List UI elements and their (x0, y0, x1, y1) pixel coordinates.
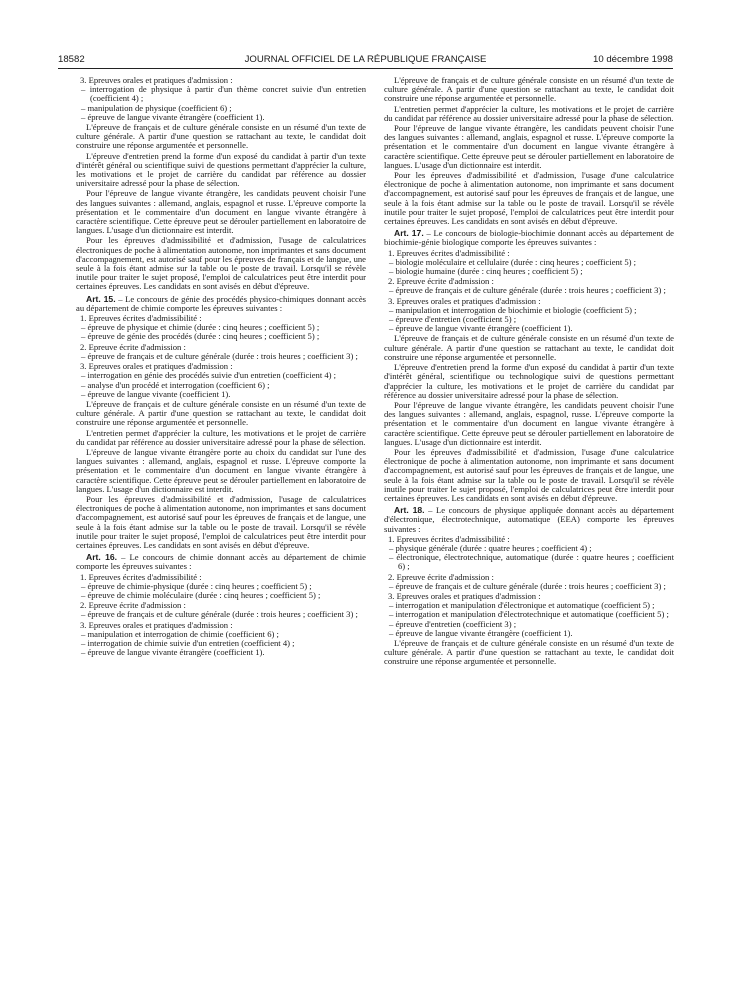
section-heading: 3. Epreuves orales et pratiques d'admission : (388, 295, 541, 306)
paragraph: L'épreuve de français et de culture générale consiste en un résumé d'un texte de culture générale. A partir d'une question se rattachant au texte, le candidat doit construire une réponse argumentée et personnelle. (76, 398, 366, 428)
article-label: Art. 15. (86, 293, 116, 304)
list-item: – épreuve de français et de culture générale (durée : trois heures ; coefficient 3) ; (389, 580, 666, 591)
section-heading: 3. Epreuves orales et pratiques d'admission : (80, 75, 233, 85)
oral-practical-section (76, 621, 366, 658)
oral-practical-section (384, 297, 674, 334)
article-15 (76, 295, 366, 313)
paragraph: L'épreuve de français et de culture générale consiste en un résumé d'un texte de culture générale. A partir d'une question se rattachant au texte, le candidat doit construire une réponse argumentée et personnelle. (384, 333, 674, 362)
article-17 (384, 229, 674, 247)
paragraph: Pour l'épreuve de langue vivante étrangère, les candidats peuvent choisir l'une des langues suivantes : allemand, anglais, espagnol et russe. L'épreuve comporte la présentation et le commentaire d'un document en langue vivante étrangère à caractère scientifique. Cette épreuve peut se dérouler partiellement en laboratoire de langues. L'usage d'un dictionnaire est interdit. (384, 123, 674, 170)
article-text: – Le concours de physique appliquée donnant accès au département d'électronique, électrotechnique, automatique (EEA) comporte les épreuves suivantes : (384, 505, 674, 534)
list-item: – épreuve de français et de culture générale (durée : trois heures ; coefficient 3) ; (81, 350, 358, 361)
section-heading: 3. Epreuves orales et pratiques d'admission : (80, 361, 233, 372)
paragraph: Pour l'épreuve de langue vivante étrangère, les candidats peuvent choisir l'une des langues suivantes : allemand, anglais, espagnol et russe. L'épreuve comporte la présentation et le commentaire d'un document en langue vivante étrangère à caractère scientifique. Cette épreuve peut se dérouler partiellement en laboratoire de langues. L'usage d'un dictionnaire est interdit. (76, 188, 366, 236)
paragraph: Pour les épreuves d'admissibilité et d'admission, l'usage de calculatrices électroniques de poche à alimentation autonome, non imprimantes et sans document d'accompagnement, est autorisé sauf pour les épreuves de français et de langue, une seule à la fois étant admise sur la table ou le poste de travail. Lorsqu'il se révèle inutile pour traiter le sujet proposé, l'emploi de calculatrices peut être interdit pour certaines épreuves. Les candidats en sont avisés en début d'épreuve. (76, 235, 366, 292)
section-heading: 1. Epreuves écrites d'admissibilité : (388, 247, 510, 258)
list-item: – épreuve de français et de culture générale (durée : trois heures ; coefficient 3) ; (81, 609, 358, 620)
paragraph: L'épreuve de langue vivante étrangère porte au choix du candidat sur l'une des langues suivantes : allemand, anglais, espagnol et russe. L'épreuve comporte la présentation et le commentaire d'un document en langue vivante étrangère à caractère scientifique. Cette épreuve peut se dérouler partiellement en laboratoire de langues. L'usage d'un dictionnaire est interdit. (76, 446, 366, 494)
written-admissibility-section (384, 535, 674, 572)
section-heading: 2. Epreuve écrite d'admission : (388, 276, 494, 287)
written-admission-section (76, 343, 366, 361)
list-item: – interrogation de physique à partir d'un thème concret suivie d'un entretien (coefficient 4) ; (81, 84, 366, 104)
right-column (384, 76, 674, 668)
list-item: – biologie moléculaire et cellulaire (durée : cinq heures ; coefficient 5) ; (389, 256, 637, 267)
paragraph: L'épreuve d'entretien prend la forme d'un exposé du candidat à partir d'un texte d'intérêt général ou scientifique suivi de questions permettant d'apprécier la culture, les motivations et le projet de carrière du candidat par référence au dossier universitaire adressé pour la phase de sélection. (76, 150, 366, 189)
list-item: – épreuve de chimie moléculaire (durée : cinq heures ; coefficient 5) ; (81, 589, 321, 600)
list-item: – physique générale (durée : quatre heures ; coefficient 4) ; (389, 542, 592, 553)
list-item: – manipulation et interrogation de chimie (coefficient 6) ; (81, 628, 279, 639)
section-heading: 2. Epreuve écrite d'admission : (388, 571, 494, 582)
list-item: – biologie humaine (durée : cinq heures ; coefficient 5) ; (389, 266, 583, 277)
article-16 (76, 553, 366, 571)
list-item: – interrogation et manipulation d'électronique et automatique (coefficient 5) ; (389, 600, 655, 611)
oral-practical-section (384, 592, 674, 638)
article-18 (384, 506, 674, 534)
list-item: – interrogation et manipulation d'électrotechnique et automatique (coefficient 5) ; (389, 609, 669, 620)
article-text: – Le concours de chimie donnant accès au département de chimie comporte les épreuves suivantes : (76, 552, 366, 572)
article-text: – Le concours de génie des procédés physico-chimiques donnant accès au département de chimie comporte les épreuves suivantes : (76, 293, 367, 313)
paragraph: Pour l'épreuve de langue vivante étrangère, les candidats peuvent choisir l'une des langues suivantes : allemand, anglais, espagnol, russe. L'épreuve comporte la présentation et le commentaire d'un document en langue vivante étrangère à caractère scientifique. Cette épreuve peut se dérouler partiellement en laboratoire de langues. L'usage d'un dictionnaire est interdit. (384, 399, 674, 447)
list-item: – épreuve de langue vivante étrangère (coefficient 1). (389, 323, 573, 334)
list-item: – manipulation et interrogation de biochimie et biologie (coefficient 5) ; (389, 304, 637, 315)
written-admissibility-section (76, 314, 366, 342)
paragraph: Pour les épreuves d'admissibilité et d'admission, l'usage d'une calculatrice électronique de poche à alimentation autonome, non imprimante et sans document d'accompagnement, est autorisé sauf pour les épreuves de français et de langue, une seule à la fois étant admise sur la table ou le poste de travail. Lorsqu'il se révèle inutile pour traiter le sujet proposé, l'emploi de calculatrices peut être interdit pour certaines épreuves. Les candidats en sont avisés en début d'épreuve. (384, 446, 674, 503)
list-item: – épreuve d'entretien (coefficient 3) ; (389, 618, 517, 629)
written-admissibility-section (76, 573, 366, 601)
section-heading: 1. Epreuves écrites d'admissibilité : (80, 313, 202, 324)
list-item: – épreuve de langue vivante étrangère (coefficient 1). (81, 111, 265, 122)
written-admission-section (384, 573, 674, 591)
paragraph: Pour les épreuves d'admissibilité et d'admission, l'usage d'une calculatrice électronique de poche à alimentation autonome, non imprimante et sans document d'accompagnement, est autorisé sauf pour les épreuves de français et de langue, une seule à la fois étant admise sur la table ou le poste de travail. Lorsqu'il se révèle inutile pour traiter le sujet proposé, l'emploi de calculatrices peut être interdit pour certaines épreuves. Les candidats en sont avisés en début d'épreuve. (384, 170, 674, 227)
list-item: – épreuve de langue vivante (coefficient 1). (81, 388, 231, 399)
page-header (58, 52, 673, 69)
section-heading: 1. Epreuves écrites d'admissibilité : (80, 571, 202, 582)
section-heading: 3. Epreuves orales et pratiques d'admission : (388, 590, 541, 601)
list-item: – épreuve de physique et chimie (durée : cinq heures ; coefficient 5) ; (81, 322, 320, 333)
article-label: Art. 17. (394, 228, 424, 239)
section-heading: 2. Epreuve écrite d'admission : (80, 600, 186, 611)
list-item: – épreuve de génie des procédés (durée : cinq heures ; coefficient 5) ; (81, 331, 320, 342)
list-item: – interrogation en génie des procédés suivie d'un entretien (coefficient 4) ; (81, 370, 337, 381)
oral-practical-section (76, 362, 366, 399)
paragraph: L'entretien permet d'apprécier la culture, les motivations et le projet de carrière du candidat par référence au dossier universitaire adressé pour la phase de sélection. (76, 427, 366, 447)
article-label: Art. 16. (86, 552, 118, 563)
list-item: – épreuve de chimie-physique (durée : cinq heures ; coefficient 5) ; (81, 580, 312, 591)
section-heading: 2. Epreuve écrite d'admission : (80, 341, 186, 352)
journal-title: JOURNAL OFFICIEL DE LA RÉPUBLIQUE FRANÇAISE (244, 54, 487, 65)
paragraph: L'épreuve de français et de culture générale consiste en un résumé d'un texte de culture générale. A partir d'une question se rattachant au texte, le candidat doit construire une réponse argumentée et personnelle. (384, 637, 674, 667)
paragraph: L'épreuve de français et de culture générale consiste en un résumé d'un texte de culture générale. A partir d'une question se rattachant au texte, le candidat doit construire une réponse argumentée et personnelle. (76, 122, 366, 151)
oral-practical-section (76, 76, 366, 122)
written-admissibility-section (384, 249, 674, 277)
list-item: – épreuve de langue vivante étrangère (coefficient 1). (389, 627, 573, 638)
section-heading: 3. Epreuves orales et pratiques d'admission : (80, 619, 233, 630)
list-item: – épreuve de français et de culture générale (durée : trois heures ; coefficient 3) ; (389, 285, 666, 296)
list-item: – interrogation de chimie suivie d'un entretien (coefficient 4) ; (81, 637, 295, 648)
list-item: – épreuve d'entretien (coefficient 5) ; (389, 314, 517, 325)
list-item: – analyse d'un procédé et interrogation (coefficient 6) ; (81, 379, 270, 390)
list-item: – épreuve de langue vivante étrangère (coefficient 1). (81, 647, 265, 658)
written-admission-section (384, 277, 674, 295)
left-column (76, 76, 366, 658)
list-item: – électronique, électrotechnique, automatique (durée : quatre heures ; coefficient 6) ; (389, 552, 674, 572)
paragraph: L'épreuve de français et de culture générale consiste en un résumé d'un texte de culture générale. A partir d'une question se rattachant au texte, le candidat doit construire une réponse argumentée et personnelle. (384, 75, 674, 104)
list-item: – manipulation de physique (coefficient 6) ; (81, 102, 232, 113)
section-heading: 1. Epreuves écrites d'admissibilité : (388, 533, 510, 544)
page-number: 18582 (58, 54, 85, 65)
article-text: – Le concours de biologie-biochimie donnant accès au département de biochimie-génie biologique comporte les épreuves suivantes : (384, 228, 674, 248)
paragraph: L'entretien permet d'apprécier la culture, les motivations et le projet de carrière du candidat par référence au dossier universitaire adressé pour la phase de sélection. (384, 103, 674, 123)
article-label: Art. 18. (394, 505, 425, 516)
paragraph: Pour les épreuves d'admissibilité et d'admission, l'usage de calculatrices électroniques de poche à alimentation autonome, non imprimantes et sans document d'accompagnement, est autorisé sauf pour les épreuves de français et de langue, une seule à la fois étant admise sur la table ou le poste de travail. Lorsqu'il se révèle inutile pour traiter le sujet proposé, l'emploi de calculatrices peut être interdit pour certaines épreuves. Les candidats en sont avisés en début d'épreuve. (76, 493, 366, 550)
issue-date: 10 décembre 1998 (592, 54, 673, 65)
written-admission-section (76, 601, 366, 619)
paragraph: L'épreuve d'entretien prend la forme d'un exposé du candidat à partir d'un texte d'intérêt général, scientifique ou technologique suivi de questions permettant d'apprécier la culture, les motivations et le projet de carrière du candidat par référence au dossier universitaire adressé pour la phase de sélection. (384, 362, 674, 400)
